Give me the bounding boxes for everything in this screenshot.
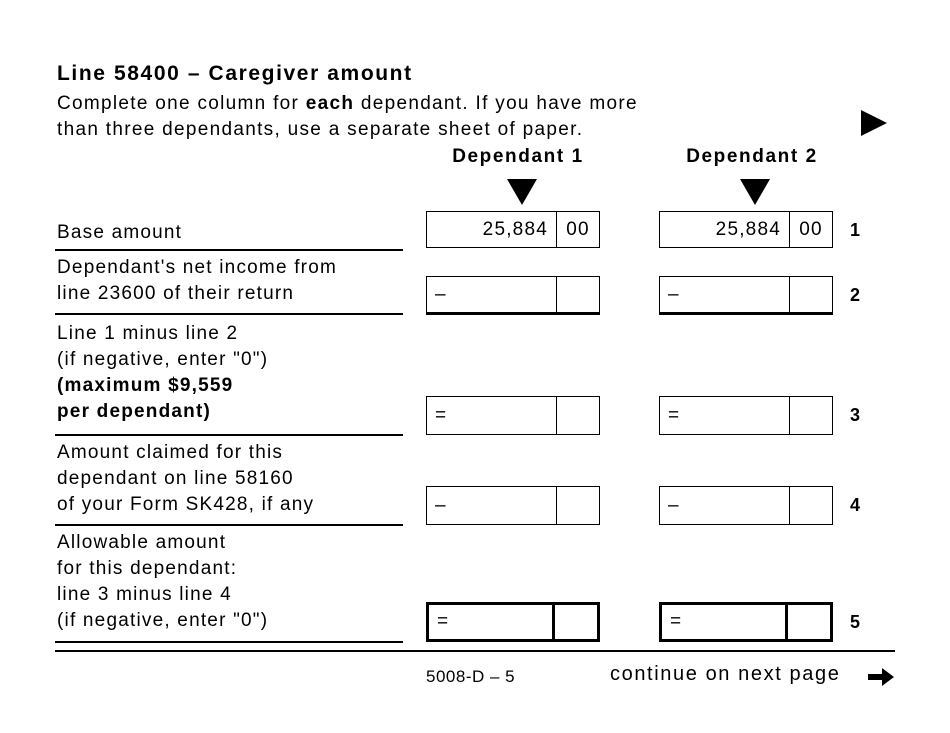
- column-header-dependant-2: Dependant 2: [686, 146, 818, 167]
- line-2-dependant-2-dollars[interactable]: –: [660, 277, 790, 312]
- line-number-4: 4: [850, 495, 861, 515]
- line-number-1: 1: [850, 220, 861, 240]
- instructions-line-1: Complete one column for each dependant. If you have more: [57, 93, 638, 114]
- page-number: 5008-D – 5: [426, 667, 516, 686]
- section-title: Line 58400 – Caregiver amount: [57, 62, 413, 85]
- line-1-dependant-1-cents[interactable]: 00: [566, 218, 590, 240]
- line-4-dependant-2-cents[interactable]: [790, 487, 832, 524]
- column-header-dependant-1: Dependant 1: [452, 146, 584, 167]
- line-2-dependant-2-field[interactable]: [659, 276, 833, 315]
- down-arrow-icon: [740, 179, 770, 205]
- line-1-dependant-1-dollars[interactable]: 25,884: [427, 212, 557, 247]
- line-4-label: Amount claimed for this dependant on line 58160 of your Form SK428, if any: [57, 442, 315, 515]
- line-1-dependant-2-cents[interactable]: 00: [799, 218, 823, 240]
- line-3-dependant-1-field[interactable]: [426, 396, 600, 435]
- line-5-dependant-1-dollars[interactable]: =: [429, 605, 555, 639]
- line-5-dependant-2-dollars[interactable]: =: [662, 605, 788, 639]
- line-3-dependant-2-dollars[interactable]: =: [660, 397, 790, 434]
- line-3-dependant-2-cents[interactable]: [790, 397, 832, 434]
- line-4-dependant-2-dollars[interactable]: –: [660, 487, 790, 524]
- line-4-dependant-2-field[interactable]: [659, 486, 833, 525]
- line-5-dependant-2-cents[interactable]: [788, 605, 830, 639]
- down-arrow-icon: [507, 179, 537, 205]
- line-2-dependant-1-cents[interactable]: [557, 277, 599, 312]
- line-number-5: 5: [850, 612, 861, 632]
- line-3-dependant-1-cents[interactable]: [557, 397, 599, 434]
- line-1-dependant-1-field[interactable]: [426, 211, 600, 248]
- line-5-label: Allowable amount for this dependant: line 3 minus line 4 (if negative, enter "0"): [57, 532, 269, 631]
- line-3-dependant-2-field[interactable]: [659, 396, 833, 435]
- line-1-label: Base amount: [57, 222, 183, 243]
- instructions-line-2: than three dependants, use a separate sheet of paper.: [57, 119, 584, 140]
- next-arrow-icon: [861, 110, 887, 136]
- row-divider: [55, 641, 403, 643]
- line-4-dependant-1-field[interactable]: [426, 486, 600, 525]
- row-divider: [55, 313, 403, 315]
- row-divider: [55, 249, 403, 251]
- line-5-dependant-1-field[interactable]: [426, 602, 600, 642]
- line-4-dependant-1-dollars[interactable]: –: [427, 487, 557, 524]
- continue-next-page-text: continue on next page: [610, 663, 841, 685]
- right-arrow-icon: [866, 665, 896, 689]
- line-2-dependant-1-field[interactable]: [426, 276, 600, 315]
- line-1-dependant-2-field[interactable]: [659, 211, 833, 248]
- row-divider: [55, 524, 403, 526]
- row-divider: [55, 434, 403, 436]
- line-2-dependant-1-dollars[interactable]: –: [427, 277, 557, 312]
- line-3-label: Line 1 minus line 2 (if negative, enter "0") (maximum $9,559 per dependant): [57, 323, 269, 422]
- line-3-dependant-1-dollars[interactable]: =: [427, 397, 557, 434]
- line-2-label: Dependant's net income from line 23600 of their return: [57, 257, 337, 304]
- line-number-2: 2: [850, 285, 861, 305]
- line-2-dependant-2-cents[interactable]: [790, 277, 832, 312]
- line-1-dependant-2-dollars[interactable]: 25,884: [660, 212, 790, 247]
- line-5-dependant-2-field[interactable]: [659, 602, 833, 642]
- line-5-dependant-1-cents[interactable]: [555, 605, 597, 639]
- footer-divider: [55, 650, 895, 652]
- line-4-dependant-1-cents[interactable]: [557, 487, 599, 524]
- line-number-3: 3: [850, 405, 861, 425]
